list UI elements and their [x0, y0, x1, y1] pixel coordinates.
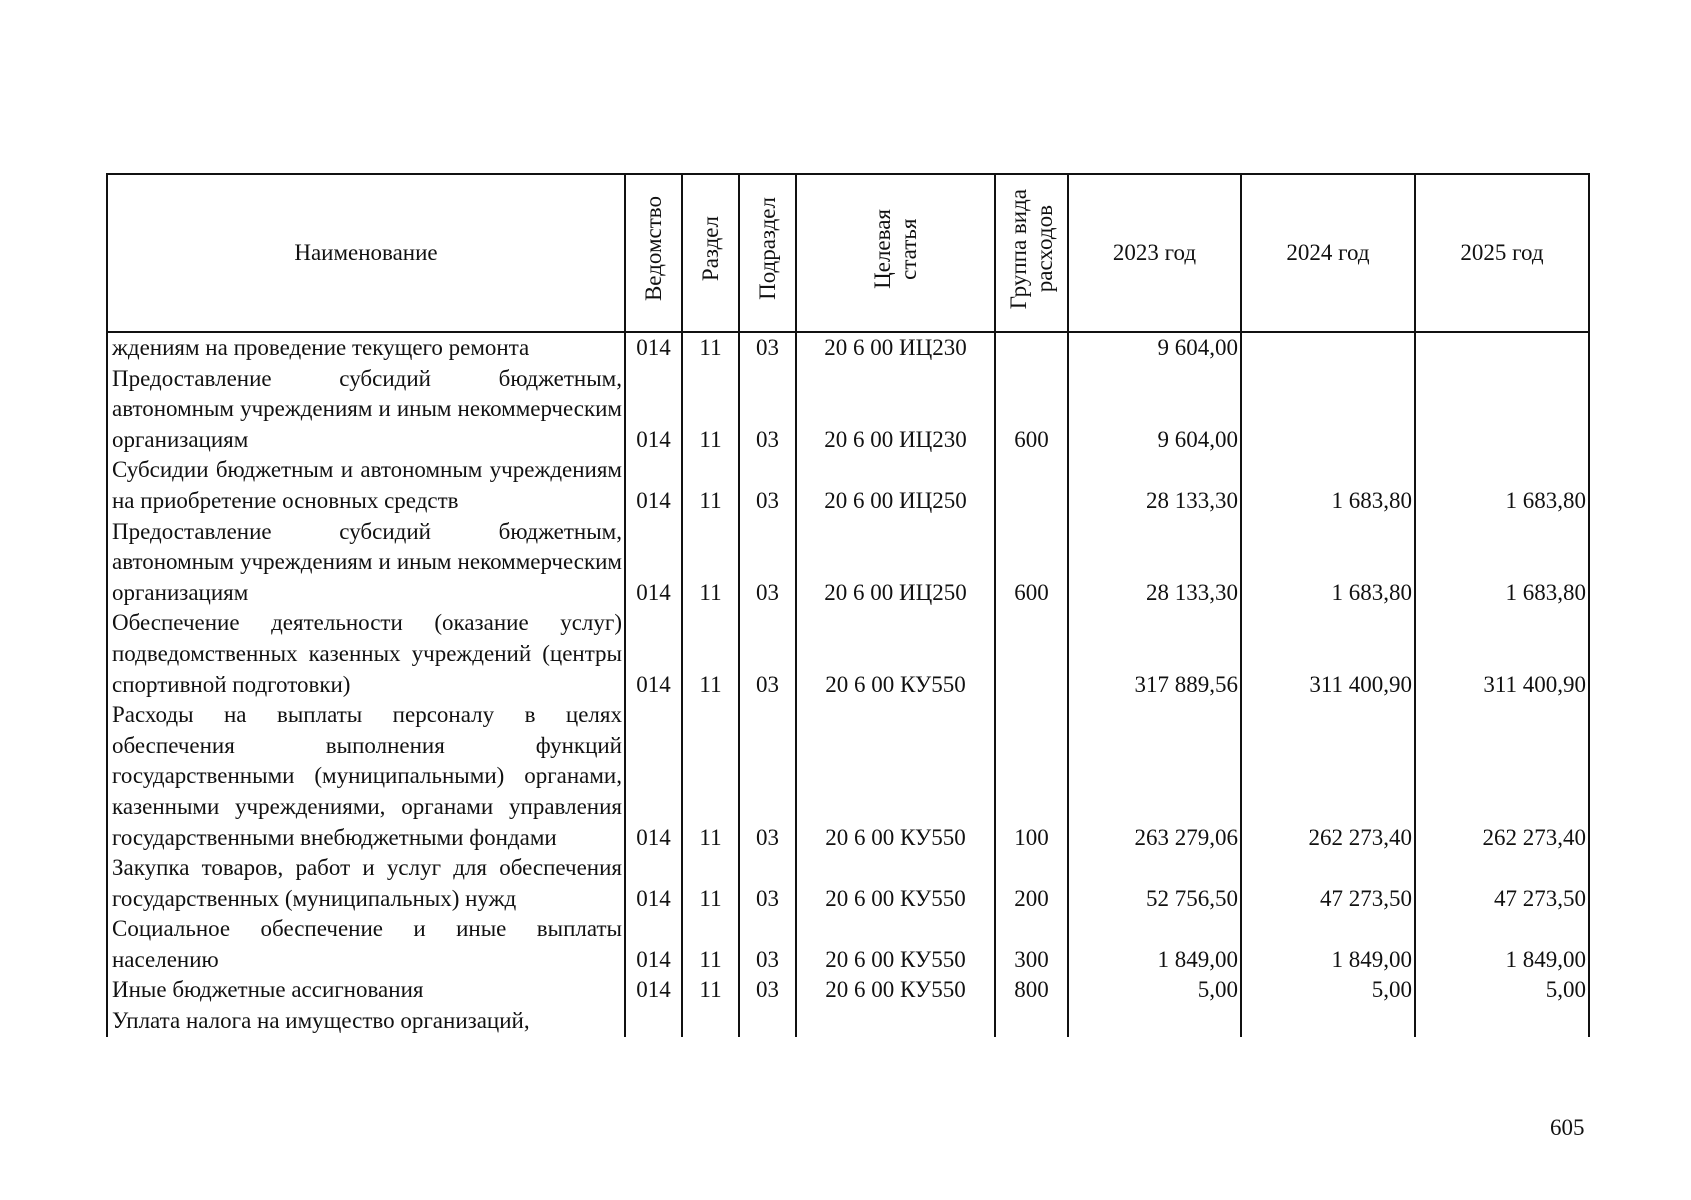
cell-gruppa: 600 — [995, 517, 1068, 609]
cell-celevaya: 20 6 00 КУ550 — [796, 975, 995, 1006]
cell-2024: 262 273,40 — [1241, 700, 1415, 853]
cell-2023: 5,00 — [1068, 975, 1241, 1006]
cell-razdel: 11 — [682, 608, 739, 700]
cell-razdel: 11 — [682, 517, 739, 609]
cell-2024: 1 683,80 — [1241, 517, 1415, 609]
cell-name: Уплата налога на имущество организаций, — [107, 1006, 625, 1037]
cell-razdel — [682, 1006, 739, 1037]
cell-2023: 28 133,30 — [1068, 455, 1241, 516]
cell-celevaya — [796, 1006, 995, 1037]
cell-celevaya: 20 6 00 КУ550 — [796, 914, 995, 975]
cell-name: ждениям на проведение текущего ремонта — [107, 332, 625, 364]
table-row — [107, 853, 1589, 914]
table-row — [107, 455, 1589, 516]
cell-podrazdel: 03 — [739, 455, 796, 516]
cell-podrazdel: 03 — [739, 364, 796, 456]
cell-2025: 311 400,90 — [1415, 608, 1589, 700]
table-row — [107, 1006, 1589, 1037]
cell-gruppa: 800 — [995, 975, 1068, 1006]
cell-celevaya: 20 6 00 ИЦ250 — [796, 455, 995, 516]
header-2025: 2025 год — [1415, 174, 1589, 332]
cell-gruppa — [995, 455, 1068, 516]
cell-ved: 014 — [625, 364, 682, 456]
cell-gruppa — [995, 608, 1068, 700]
budget-table — [106, 173, 1590, 1037]
cell-2024 — [1241, 1006, 1415, 1037]
cell-razdel: 11 — [682, 332, 739, 364]
cell-name: Закупка товаров, работ и услуг для обеспечения государственных (муниципальных) нужд — [107, 853, 625, 914]
cell-ved: 014 — [625, 700, 682, 853]
cell-2023: 9 604,00 — [1068, 364, 1241, 456]
table-row — [107, 517, 1589, 609]
table-row — [107, 975, 1589, 1006]
cell-podrazdel: 03 — [739, 517, 796, 609]
header-name: Наименование — [107, 174, 625, 332]
cell-celevaya: 20 6 00 КУ550 — [796, 608, 995, 700]
cell-razdel: 11 — [682, 455, 739, 516]
cell-razdel: 11 — [682, 700, 739, 853]
cell-2025: 262 273,40 — [1415, 700, 1589, 853]
cell-2024: 47 273,50 — [1241, 853, 1415, 914]
cell-podrazdel: 03 — [739, 975, 796, 1006]
cell-2025: 1 849,00 — [1415, 914, 1589, 975]
table-body — [107, 332, 1589, 1037]
header-celevaya: Целевая статья — [796, 174, 995, 332]
cell-2023: 9 604,00 — [1068, 332, 1241, 364]
cell-2025: 1 683,80 — [1415, 455, 1589, 516]
cell-name: Социальное обеспечение и иные выплаты населению — [107, 914, 625, 975]
cell-2025: 47 273,50 — [1415, 853, 1589, 914]
cell-celevaya: 20 6 00 ИЦ230 — [796, 332, 995, 364]
cell-ved — [625, 1006, 682, 1037]
cell-razdel: 11 — [682, 975, 739, 1006]
cell-name: Предоставление субсидий бюджетным, автономным учреждениям и иным некоммерческим организациям — [107, 517, 625, 609]
cell-2025: 1 683,80 — [1415, 517, 1589, 609]
cell-2023: 317 889,56 — [1068, 608, 1241, 700]
cell-razdel: 11 — [682, 914, 739, 975]
cell-2024 — [1241, 332, 1415, 364]
page-number: 605 — [1550, 1115, 1585, 1140]
budget-table-container — [106, 173, 1590, 1037]
cell-name: Иные бюджетные ассигнования — [107, 975, 625, 1006]
cell-gruppa: 200 — [995, 853, 1068, 914]
cell-2023 — [1068, 1006, 1241, 1037]
cell-ved: 014 — [625, 914, 682, 975]
cell-ved: 014 — [625, 853, 682, 914]
cell-ved: 014 — [625, 975, 682, 1006]
cell-ved: 014 — [625, 517, 682, 609]
table-row — [107, 332, 1589, 364]
cell-name: Субсидии бюджетным и автономным учреждениям на приобретение основных средств — [107, 455, 625, 516]
cell-name: Обеспечение деятельности (оказание услуг) подведомственных казенных учреждений (центры спортивной подготовки) — [107, 608, 625, 700]
cell-celevaya: 20 6 00 КУ550 — [796, 853, 995, 914]
cell-2024 — [1241, 364, 1415, 456]
table-row — [107, 608, 1589, 700]
cell-2024: 1 683,80 — [1241, 455, 1415, 516]
cell-gruppa — [995, 332, 1068, 364]
cell-2023: 263 279,06 — [1068, 700, 1241, 853]
cell-ved: 014 — [625, 332, 682, 364]
table-row — [107, 914, 1589, 975]
cell-gruppa — [995, 1006, 1068, 1037]
cell-2023: 28 133,30 — [1068, 517, 1241, 609]
cell-2024: 1 849,00 — [1241, 914, 1415, 975]
cell-ved: 014 — [625, 455, 682, 516]
header-podrazdel: Подраздел — [739, 174, 796, 332]
cell-razdel: 11 — [682, 364, 739, 456]
cell-2025 — [1415, 332, 1589, 364]
table-row — [107, 364, 1589, 456]
header-2024: 2024 год — [1241, 174, 1415, 332]
header-ved: Ведомство — [625, 174, 682, 332]
header-gruppa: Группа вида расходов — [995, 174, 1068, 332]
cell-2025 — [1415, 1006, 1589, 1037]
cell-2025 — [1415, 364, 1589, 456]
cell-gruppa: 300 — [995, 914, 1068, 975]
cell-gruppa: 100 — [995, 700, 1068, 853]
cell-2025: 5,00 — [1415, 975, 1589, 1006]
cell-celevaya: 20 6 00 КУ550 — [796, 700, 995, 853]
cell-celevaya: 20 6 00 ИЦ230 — [796, 364, 995, 456]
cell-podrazdel — [739, 1006, 796, 1037]
cell-2024: 311 400,90 — [1241, 608, 1415, 700]
cell-2024: 5,00 — [1241, 975, 1415, 1006]
cell-2023: 52 756,50 — [1068, 853, 1241, 914]
table-header-row — [107, 174, 1589, 332]
table-row — [107, 700, 1589, 853]
cell-podrazdel: 03 — [739, 853, 796, 914]
cell-gruppa: 600 — [995, 364, 1068, 456]
cell-name: Предоставление субсидий бюджетным, автономным учреждениям и иным некоммерческим организациям — [107, 364, 625, 456]
cell-ved: 014 — [625, 608, 682, 700]
cell-celevaya: 20 6 00 ИЦ250 — [796, 517, 995, 609]
cell-podrazdel: 03 — [739, 914, 796, 975]
cell-podrazdel: 03 — [739, 700, 796, 853]
cell-podrazdel: 03 — [739, 608, 796, 700]
cell-2023: 1 849,00 — [1068, 914, 1241, 975]
cell-podrazdel: 03 — [739, 332, 796, 364]
cell-razdel: 11 — [682, 853, 739, 914]
header-2023: 2023 год — [1068, 174, 1241, 332]
header-razdel: Раздел — [682, 174, 739, 332]
cell-name: Расходы на выплаты персоналу в целях обеспечения выполнения функций государственными (муниципальными) органами, казенными учреждениями, органами управления государственными внебюджетными фондами — [107, 700, 625, 853]
